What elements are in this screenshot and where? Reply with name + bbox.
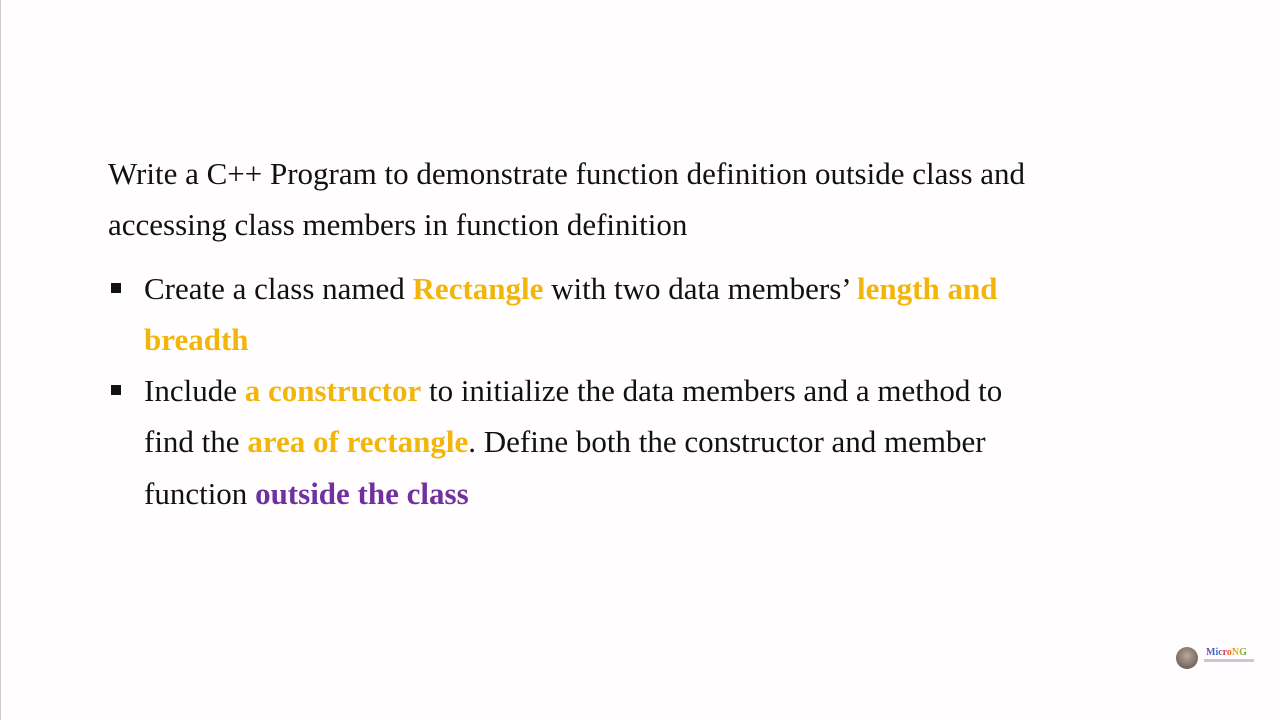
text: Include (144, 373, 245, 408)
text: function (144, 476, 256, 511)
logo-tagline (1204, 659, 1254, 662)
bullet-1-line-1 (144, 269, 997, 309)
bullet-1-line-2 (144, 320, 249, 360)
bullet-2-line-2 (144, 422, 986, 462)
bullet-2-line-3 (144, 474, 469, 514)
highlight-length: length and (857, 271, 998, 306)
question-line-1: Write a C++ Program to demonstrate function definition outside class and (108, 156, 1026, 191)
question-line-2: accessing class members in function definition (108, 207, 688, 242)
highlight-constructor: a constructor (244, 373, 422, 408)
text: to initialize the data members and a method to (421, 373, 1003, 408)
bullet-icon (111, 283, 121, 293)
text: Create a class named (144, 271, 413, 306)
highlight-outside-class: outside the class (255, 476, 469, 511)
text: with two data members’ (543, 271, 858, 306)
channel-logo (1176, 645, 1261, 673)
highlight-rectangle: Rectangle (412, 271, 544, 306)
text: . Define both the constructor and member (468, 424, 986, 459)
logo-text: MicroNG (1206, 647, 1247, 658)
highlight-area: area of rectangle (247, 424, 469, 459)
bullet-2-line-1 (144, 371, 1002, 411)
text: find the (144, 424, 248, 459)
avatar (1176, 647, 1198, 669)
highlight-breadth: breadth (144, 322, 249, 357)
bullet-icon (111, 385, 121, 395)
